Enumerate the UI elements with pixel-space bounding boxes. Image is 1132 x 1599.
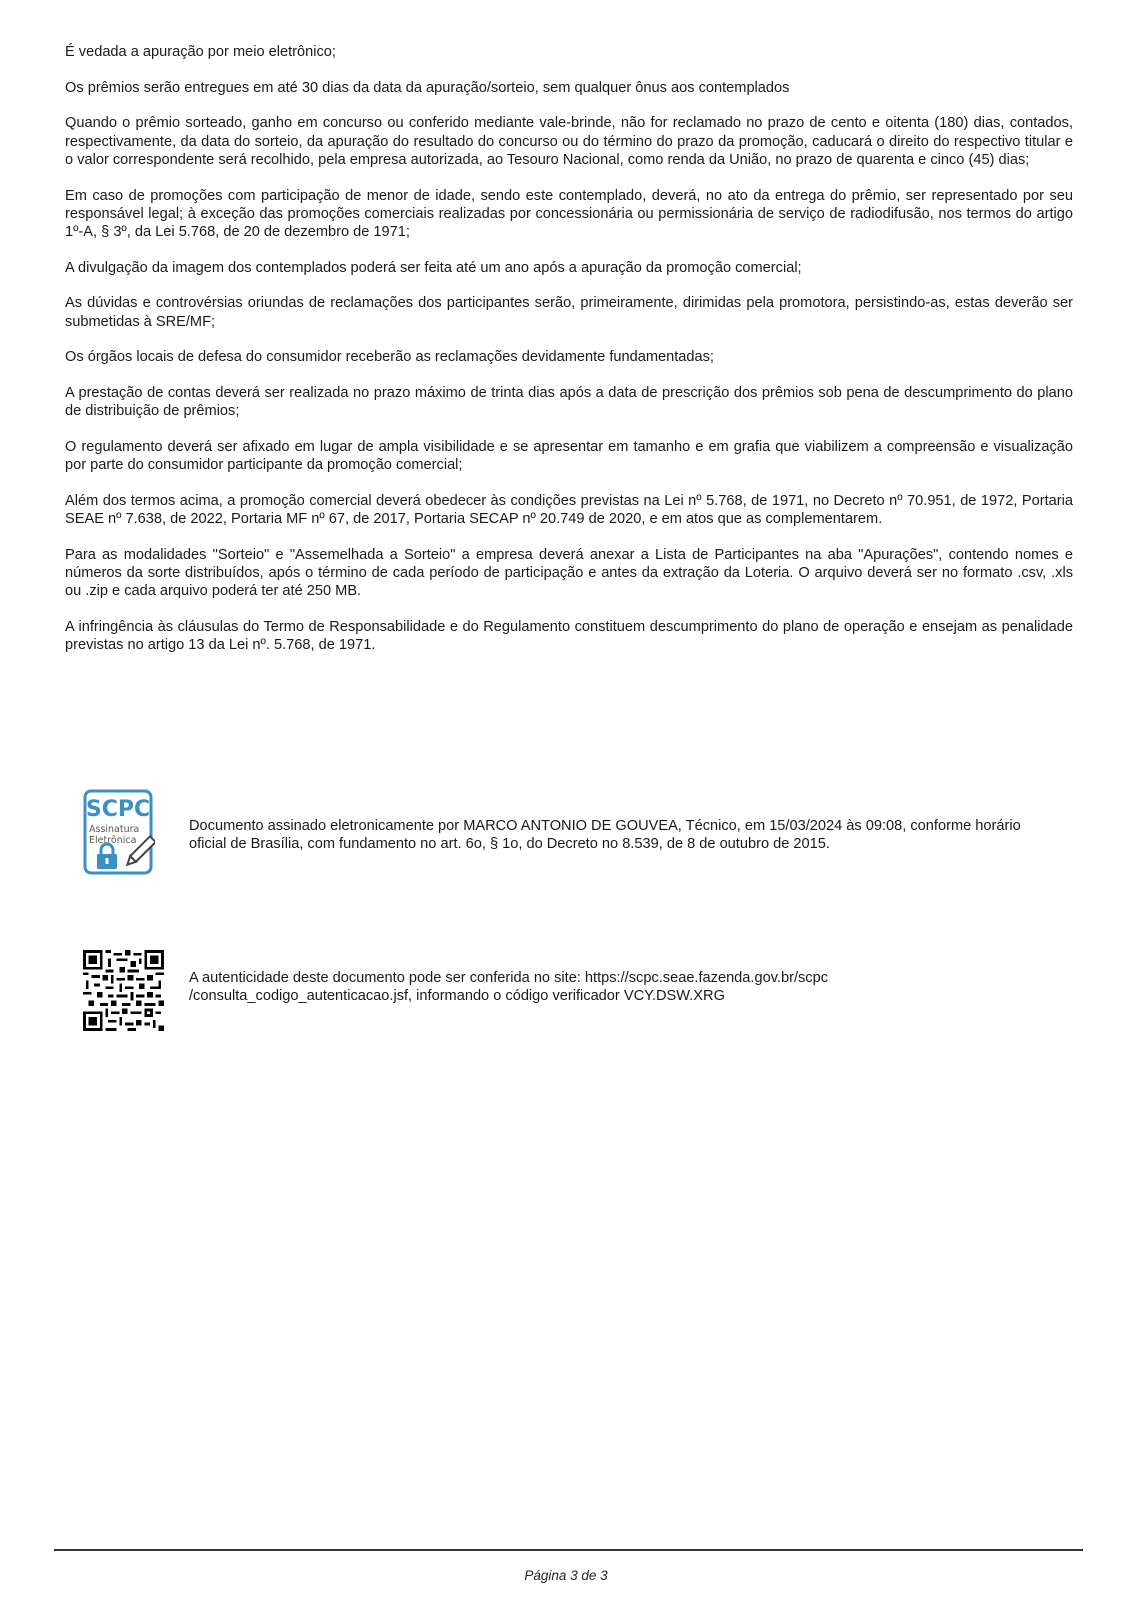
svg-text:Eletrônica: Eletrônica [89,835,137,846]
paragraph: A prestação de contas deverá ser realizada no prazo máximo de trinta dias após a data de prescrição dos prêmios sob pena de descumprimento do plano de distribuição de prêmios; [65,384,1073,420]
paragraph: A infringência às cláusulas do Termo de Responsabilidade e do Regulamento constituem descumprimento do plano de operação e ensejam as penalidade previstas no artigo 13 da Lei nº. 5.768, de 1971. [65,618,1073,653]
authenticity-line-2: /consulta_codigo_autenticacao.jsf, informando o código verificador VCY.DSW.XRG [189,988,725,1005]
qr-code-icon [83,950,164,1031]
document-body [65,43,1073,672]
footer-divider [54,1549,1083,1551]
authenticity-statement [189,969,1049,1005]
paragraph: As dúvidas e controvérsias oriundas de reclamações dos participantes serão, primeiramente, dirimidas pela promotora, persistindo-as, estas deverão ser submetidas à SRE/MF; [65,295,1073,330]
paragraph: Os prêmios serão entregues em até 30 dias da data da apuração/sorteio, sem qualquer ônus aos contemplados [65,79,790,96]
signature-statement: Documento assinado eletronicamente por MARCO ANTONIO DE GOUVEA, Técnico, em 15/03/2024 às 09:08, conforme horário oficial de Brasília, com fundamento no art. 6o, § 1o, do Decreto no 8.539, de 8 de outubro de 2015. [189,818,1021,853]
svg-text:Assinatura: Assinatura [89,824,140,835]
paragraph: Além dos termos acima, a promoção comercial deverá obedecer às condições previstas na Lei nº 5.768, de 1971, no Decreto nº 70.951, de 1972, Portaria SEAE nº 7.638, de 2022, Portaria MF nº 67, de 2017, Portaria SECAP nº 20.749 de 2020, e em atos que as complementarem. [65,492,1073,527]
svg-text:SCPC: SCPC [85,797,151,822]
authenticity-block [83,950,1043,1040]
paragraph: Para as modalidades "Sorteio" e "Assemelhada a Sorteio" a empresa deverá anexar a Lista de Participantes na aba "Apurações", contendo nomes e números da sorte distribuídos, após o término de cada período de participação e antes da extração da Loteria. O arquivo deverá ser no formato .csv, .xls ou .zip e cada arquivo poderá ter até 250 MB. [65,546,1073,600]
electronic-signature-block [83,789,1043,879]
authenticity-line-1: A autenticidade deste documento pode ser conferida no site: https://scpc.seae.fazenda.gov.br/scpc [189,970,829,986]
scpc-signature-seal-icon [83,789,155,877]
paragraph: Quando o prêmio sorteado, ganho em concurso ou conferido mediante vale-brinde, não for reclamado no prazo de cento e oitenta (180) dias, contados, respectivamente, da data do sorteio, da apuração do resultado do concurso ou do término do prazo da promoção, caducará o direito do respectivo titular e o valor correspondente será recolhido, pela empresa autorizada, ao Tesouro Nacional, como renda da União, no prazo de quarenta e cinco (45) dias; [65,115,1073,168]
page-number: Página 3 de 3 [524,1568,608,1583]
paragraph: É vedada a apuração por meio eletrônico; [65,44,336,60]
paragraph: Os órgãos locais de defesa do consumidor receberão as reclamações devidamente fundamentadas; [65,349,714,366]
paragraph: O regulamento deverá ser afixado em lugar de ampla visibilidade e se apresentar em tamanho e em grafia que viabilizem a compreensão e visualização por parte do consumidor participante da promoção comercial; [65,438,1073,474]
paragraph: Em caso de promoções com participação de menor de idade, sendo este contemplado, deverá, no ato da entrega do prêmio, ser representado por seu responsável legal; à exceção das promoções comerciais realizadas por concessionária ou permissionária de serviço de radiodifusão, nos termos do artigo 1º-A, § 3º, da Lei 5.768, de 20 de dezembro de 1971; [65,187,1073,240]
paragraph: A divulgação da imagem dos contemplados poderá ser feita até um ano após a apuração da promoção comercial; [65,259,802,276]
